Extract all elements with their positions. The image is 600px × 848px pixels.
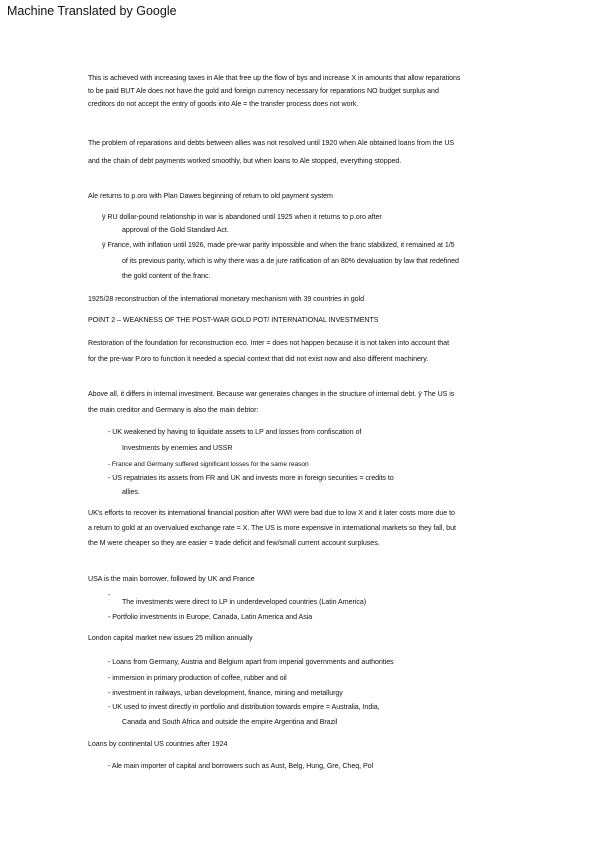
list-item-continuation: Investments by enemies and USSR	[122, 444, 233, 452]
text-line: This is achieved with increasing taxes in Ale that free up the flow of bys and increase X in amounts that allow reparations	[88, 74, 461, 82]
text-line: of its previous parity, which is why there was a de jure ratification of an 80% devaluation by law that redefined	[122, 257, 459, 265]
list-item: - investment in railways, urban development, finance, mining and metallurgy	[108, 689, 343, 697]
text-line: the gold content of the franc.	[122, 272, 211, 280]
list-item: - Loans from Germany, Austria and Belgium apart from imperial governments and authorities	[108, 658, 394, 666]
list-item: - US repatriates its assets from FR and UK and invests more in foreign securities = credits to	[108, 474, 394, 482]
text-line: to be paid BUT Ale does not have the gold and foreign currency necessary for reparations NO budget surplus and	[88, 87, 439, 95]
list-item: - Portfolio investments in Europe, Canada, Latin America and Asia	[108, 613, 313, 621]
text-line: London capital market new issues 25 million annually	[88, 634, 253, 642]
list-item: The investments were direct to LP in underdeveloped countries (Latin America)	[122, 598, 367, 606]
text-line: the M were cheaper so they are easier = trade deficit and few/small current account surpluses.	[88, 539, 380, 547]
text-line: and the chain of debt payments worked smoothly, but when loans to Ale stopped, everything stopped.	[88, 157, 402, 165]
list-item-continuation: Canada and South Africa and outside the empire Argentina and Brazil	[122, 718, 338, 726]
text-line: The problem of reparations and debts between allies was not resolved until 1920 when Ale obtained loans from the US	[88, 139, 455, 147]
text-line: Above all, it differs in internal investment. Because war generates changes in the structure of internal debt. ÿ The US is	[88, 390, 455, 398]
text-line: ÿ RU dollar-pound relationship in war is abandoned until 1925 when it returns to p.oro after	[102, 213, 382, 221]
text-line: creditors do not accept the entry of goods into Ale = the transfer process does not work.	[88, 100, 359, 108]
list-item-continuation: allies.	[122, 488, 140, 496]
list-item: - UK weakened by having to liquidate assets to LP and losses from confiscation of	[108, 428, 362, 436]
machine-translation-header: Machine Translated by Google	[7, 4, 177, 18]
text-line: a return to gold at an overvalued exchange rate = X. The US is more expensive in international markets so they fall, but	[88, 524, 456, 532]
text-line: 1925/28 reconstruction of the international monetary mechanism with 39 countries in gold	[88, 295, 364, 303]
section-heading: POINT 2 – WEAKNESS OF THE POST-WAR GOLD POT/ INTERNATIONAL INVESTMENTS	[88, 316, 379, 324]
text-line: for the pre-war P.oro to function it needed a special context that did not exist now and also different machinery.	[88, 355, 429, 363]
text-line: approval of the Gold Standard Act.	[122, 226, 229, 234]
list-item: - France and Germany suffered significant losses for the same reason	[108, 461, 309, 468]
list-item: - UK used to invest directly in portfolio and distribution towards empire = Australia, India,	[108, 703, 380, 711]
list-item: - immersion in primary production of coffee, rubber and oil	[108, 674, 287, 682]
section-heading: Ale returns to p.oro with Plan Dawes beginning of return to old payment system	[88, 192, 333, 200]
text-line: UK's efforts to recover its international financial position after WWI were bad due to low X and it later costs more due to	[88, 509, 455, 517]
text-line: USA is the main borrower, followed by UK and France	[88, 575, 255, 583]
text-line: ÿ France, with inflation until 1926, made pre-war parity impossible and when the franc stabilized, it remained at 1/5	[102, 241, 455, 249]
text-line: Loans by continental US countries after 1924	[88, 740, 228, 748]
bullet-dash: -	[108, 591, 111, 599]
list-item: - Ale main importer of capital and borrowers such as Aust, Belg, Hung, Gre, Cheq, Pol	[108, 762, 374, 770]
text-line: the main creditor and Germany is also the main debtor:	[88, 406, 259, 414]
text-line: Restoration of the foundation for reconstruction eco. Inter = does not happen because it is not taken into account that	[88, 339, 449, 347]
